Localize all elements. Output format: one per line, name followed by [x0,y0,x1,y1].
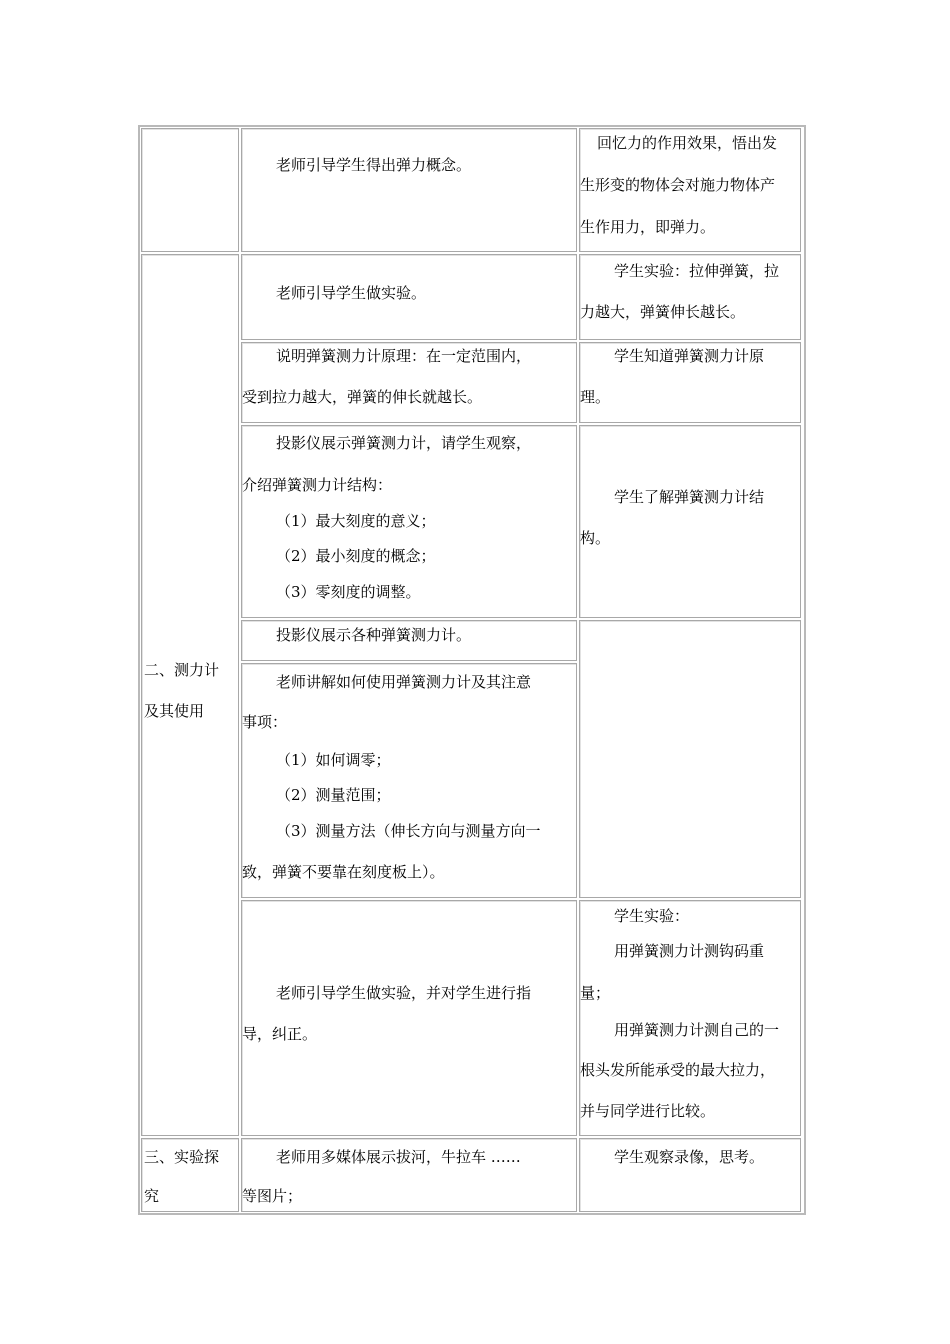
teacher-text-line: 致，弹簧不要靠在刻度板上）。 [242,863,445,881]
student-text-line: 构。 [580,529,611,547]
teacher-text-line: 老师用多媒体展示拔河，牛拉车 …… [276,1148,521,1166]
student-text-line: 并与同学进行比较。 [580,1102,716,1120]
teacher-text-line: 说明弹簧测力计原理：在一定范围内， [276,347,532,365]
teacher-text-line: 等图片； [242,1187,303,1205]
teacher-cell [241,128,577,252]
teacher-text-line: 受到拉力越大，弹簧的伸长就越长。 [242,388,483,406]
section-cell-experiment [141,1138,239,1212]
teacher-text-line: （2）最小刻度的概念； [276,547,436,565]
teacher-cell [241,900,577,1136]
student-text-line: 学生知道弹簧测力计原 [614,347,765,365]
student-cell [579,128,801,252]
student-text-line: 学生了解弹簧测力计结 [614,488,765,506]
teacher-text-line: 导，纠正。 [242,1025,318,1043]
section-label-line: 究 [144,1187,160,1205]
student-cell-empty [579,620,801,898]
teacher-text-line: 老师讲解如何使用弹簧测力计及其注意 [276,673,532,691]
student-cell [579,342,801,423]
student-text-line: 用弹簧测力计测钩码重 [614,942,765,960]
teacher-text-line: 事项： [242,713,288,731]
student-cell [579,254,801,340]
teacher-cell [241,620,577,661]
teacher-cell [241,342,577,423]
student-text-line: 学生观察录像，思考。 [614,1148,765,1166]
teacher-cell [241,254,577,340]
section-label-line: 二、测力计 [144,661,220,679]
student-text-line: 用弹簧测力计测自己的一 [614,1021,780,1039]
teacher-text-line: 投影仪展示弹簧测力计，请学生观察， [276,434,532,452]
teacher-cell [241,1138,577,1212]
teacher-text-line: （1）如何调零； [276,751,391,769]
teacher-text-line: （3）零刻度的调整。 [276,583,421,601]
student-text-line: 理。 [580,388,611,406]
student-text-line: 量； [580,984,611,1002]
teacher-text-line: 老师引导学生做实验。 [276,284,427,302]
student-text-line: 学生实验： [614,907,690,925]
student-text-line: 回忆力的作用效果，悟出发 [597,134,778,152]
teacher-text-line: 投影仪展示各种弹簧测力计。 [276,626,472,644]
teacher-cell [241,425,577,618]
section-label-line: 及其使用 [144,702,205,720]
teacher-text-line: 介绍弹簧测力计结构： [242,476,393,494]
student-text-line: 生形变的物体会对施力物体产 [580,176,776,194]
teacher-text-line: （1）最大刻度的意义； [276,512,436,530]
teacher-cell [241,663,577,898]
student-text-line: 学生实验：拉伸弹簧，拉 [614,262,780,280]
teacher-text-line: 老师引导学生得出弹力概念。 [276,156,472,174]
student-text-line: 生作用力，即弹力。 [580,218,716,236]
section-cell-force-meter [141,254,239,1136]
teacher-text-line: 老师引导学生做实验，并对学生进行指 [276,984,532,1002]
section-cell-empty [141,128,239,252]
student-text-line: 根头发所能承受的最大拉力， [580,1061,776,1079]
student-cell [579,1138,801,1212]
teacher-text-line: （2）测量范围； [276,786,391,804]
section-label-line: 三、实验探 [144,1148,220,1166]
student-cell [579,425,801,618]
student-cell [579,900,801,1136]
student-text-line: 力越大，弹簧伸长越长。 [580,303,746,321]
teacher-text-line: （3）测量方法（伸长方向与测量方向一 [276,822,541,840]
